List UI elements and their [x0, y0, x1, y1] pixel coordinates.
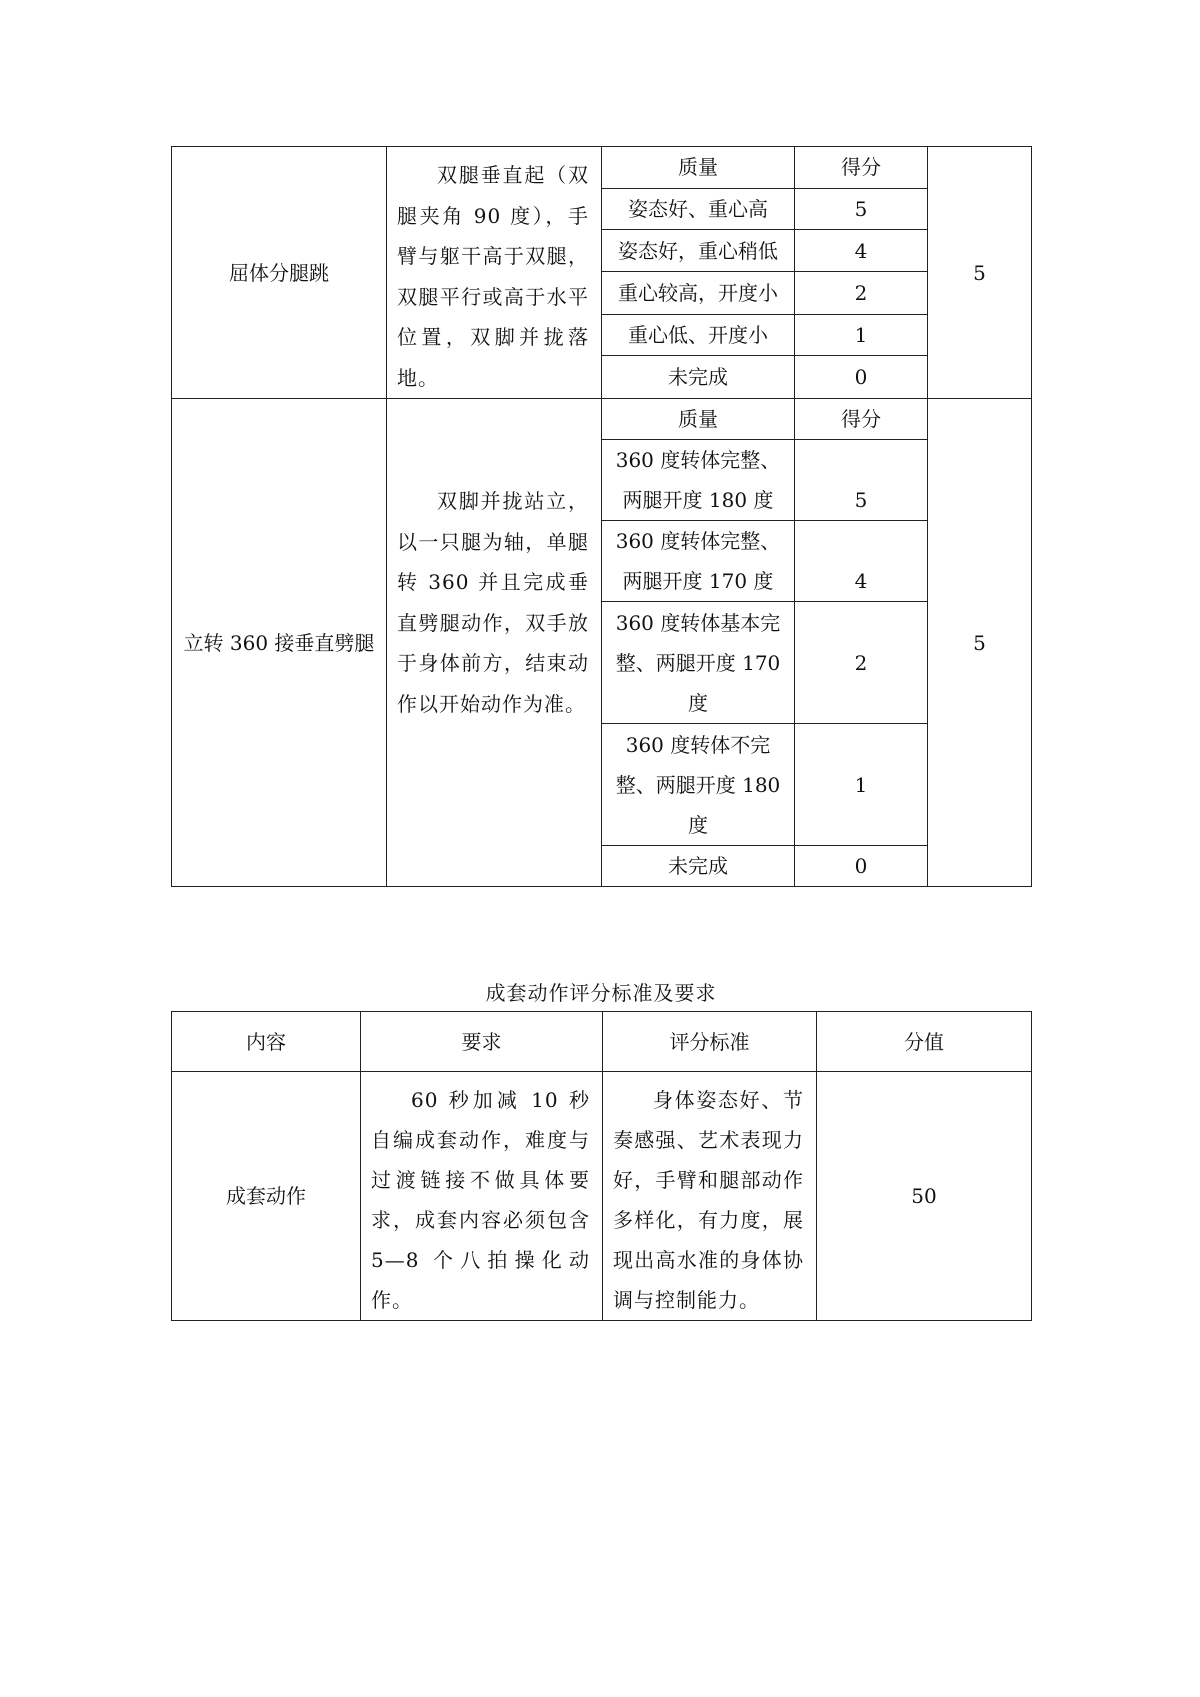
routine-scoring-table: [171, 1011, 1032, 1321]
quality-level: 未完成: [602, 356, 795, 399]
level-score: 5: [795, 440, 928, 521]
item-description: 双腿垂直起（双腿夹角 90 度），手臂与躯干高于双腿，双腿平行或高于水平位置，双脚并拢落地。: [387, 147, 602, 399]
level-score: 4: [795, 521, 928, 602]
level-score: 5: [795, 188, 928, 230]
level-score: 0: [795, 846, 928, 887]
score-header: 得分: [795, 399, 928, 440]
quality-level: 重心低、开度小: [602, 314, 795, 356]
routine-criteria: 身体姿态好、节奏感强、艺术表现力好，手臂和腿部动作多样化，有力度，展现出高水准的身体协调与控制能力。: [603, 1072, 817, 1321]
quality-level: 姿态好，重心稍低: [602, 230, 795, 272]
item-total-score: 5: [928, 399, 1032, 887]
header-content: 内容: [172, 1012, 361, 1072]
level-score: 2: [795, 271, 928, 314]
header-criteria: 评分标准: [603, 1012, 817, 1072]
quality-level: 未完成: [602, 846, 795, 887]
score-header: 得分: [795, 147, 928, 189]
quality-level: 360 度转体完整、两腿开度 180 度: [602, 440, 795, 521]
quality-level: 姿态好、重心高: [602, 188, 795, 230]
level-score: 1: [795, 314, 928, 356]
routine-requirement: 60 秒加减 10 秒自编成套动作，难度与过渡链接不做具体要求，成套内容必须包含 5—8 个八拍操化动作。: [361, 1072, 603, 1321]
item-total-score: 5: [928, 147, 1032, 399]
quality-header: 质量: [602, 147, 795, 189]
header-requirement: 要求: [361, 1012, 603, 1072]
item-name: 屈体分腿跳: [172, 147, 387, 399]
item-description: 双脚并拢站立，以一只腿为轴，单腿转 360 并且完成垂直劈腿动作，双手放于身体前方，结束动作以开始动作为准。: [387, 399, 602, 887]
quality-level: 360 度转体不完整、两腿开度 180 度: [602, 724, 795, 846]
level-score: 2: [795, 602, 928, 724]
level-score: 4: [795, 230, 928, 272]
level-score: 1: [795, 724, 928, 846]
quality-level: 360 度转体完整、两腿开度 170 度: [602, 521, 795, 602]
routine-content: 成套动作: [172, 1072, 361, 1321]
routine-points: 50: [817, 1072, 1032, 1321]
quality-level: 360 度转体基本完整、两腿开度 170 度: [602, 602, 795, 724]
header-points: 分值: [817, 1012, 1032, 1072]
routine-table-title: 成套动作评分标准及要求: [485, 981, 717, 1005]
quality-header: 质量: [602, 399, 795, 440]
skill-scoring-table: [171, 146, 1032, 887]
item-name: 立转 360 接垂直劈腿: [172, 399, 387, 887]
level-score: 0: [795, 356, 928, 399]
quality-level: 重心较高，开度小: [602, 271, 795, 314]
